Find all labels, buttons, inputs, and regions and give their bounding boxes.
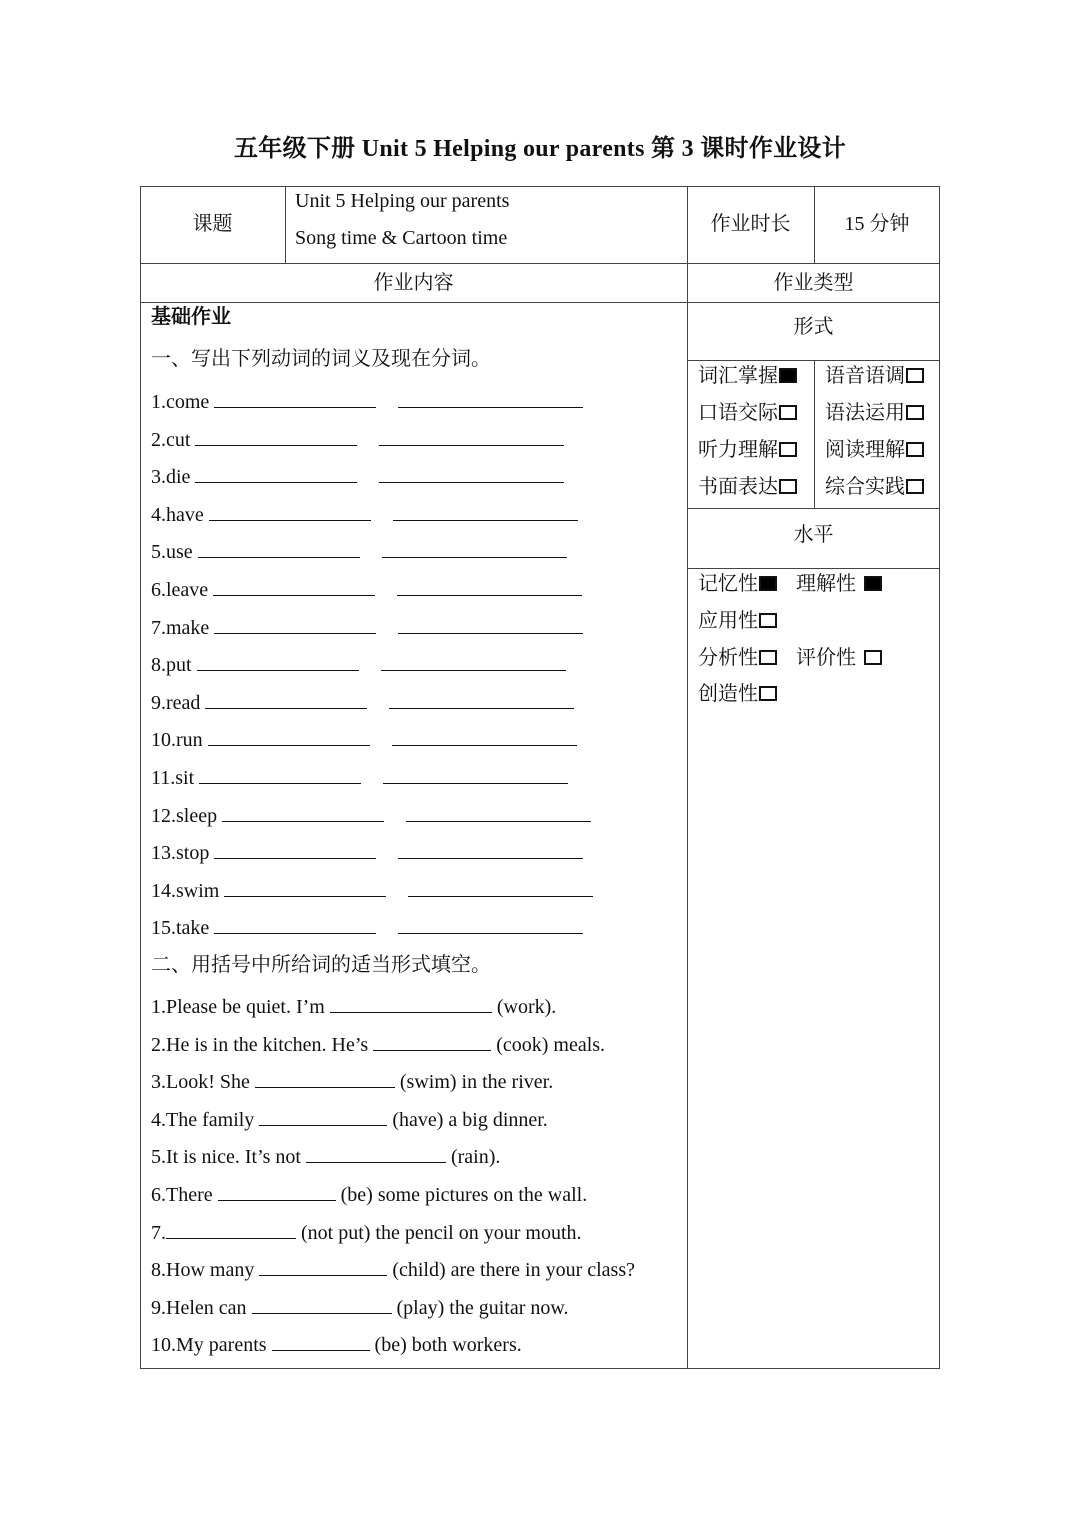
verb-word: 14.swim [151,879,220,902]
participle-blank[interactable] [383,765,568,784]
meaning-blank[interactable] [208,727,370,746]
topic-line-2: Song time & Cartoon time [295,227,508,249]
sentence-item [151,1257,635,1282]
verb-item [151,427,564,452]
sentence-after: (play) the guitar now. [391,1296,569,1319]
topic-line-1: Unit 5 Helping our parents [295,190,510,212]
participle-blank[interactable] [392,727,577,746]
level-option[interactable] [796,646,882,670]
verb-word: 9.read [151,691,201,714]
level-option[interactable] [698,609,777,633]
sentence-before: 2.He is in the kitchen. He’s [151,1033,374,1056]
meaning-blank[interactable] [195,464,357,483]
form-option-label: 阅读理解 [825,439,905,461]
verb-item [151,765,568,790]
participle-blank[interactable] [389,690,574,709]
content-label: 作业内容 [373,272,454,294]
checkbox-icon[interactable] [759,576,777,591]
sentence-item [151,994,556,1019]
meaning-blank[interactable] [195,427,357,446]
form-option-label: 词汇掌握 [698,365,778,387]
sentence-after: (rain). [445,1146,501,1169]
checkbox-icon[interactable] [779,479,797,494]
checkbox-icon[interactable] [906,479,924,494]
form-option-label: 语法运用 [825,402,905,424]
verb-word: 13.stop [151,842,210,865]
table-divider [814,360,815,508]
sentence-after: (swim) in the river. [394,1071,554,1094]
checkbox-icon[interactable] [779,405,797,420]
verb-word: 1.come [151,391,210,413]
participle-blank[interactable] [379,427,564,446]
meaning-blank[interactable] [224,878,386,897]
level-option[interactable] [698,572,777,596]
form-option-label: 综合实践 [825,476,905,498]
sentence-item [151,1107,548,1132]
type-label: 作业类型 [773,272,854,294]
verb-word: 8.put [151,654,192,677]
answer-blank[interactable] [218,1182,336,1201]
checkbox-icon[interactable] [779,368,797,383]
sentence-after: (work). [491,996,557,1018]
sentence-before: 1.Please be quiet. I’m [151,996,330,1018]
sentence-after: (not put) the pencil on your mouth. [296,1221,582,1244]
table-divider [140,302,940,303]
duration-label: 作业时长 [710,213,791,235]
checkbox-icon[interactable] [906,442,924,457]
answer-blank[interactable] [272,1332,370,1351]
verb-item [151,615,583,640]
sentence-before: 9.Helen can [151,1296,252,1319]
meaning-blank[interactable] [198,539,360,558]
level-option-label: 分析性 [698,647,758,669]
sentence-before: 10.My parents [151,1334,272,1357]
meaning-blank[interactable] [213,577,375,596]
form-option-label: 听力理解 [698,439,778,461]
checkbox-icon[interactable] [864,576,882,591]
verb-word: 2.cut [151,428,191,451]
form-option[interactable] [698,438,797,462]
sentence-item [151,1295,569,1320]
verb-item [151,389,583,414]
verb-word: 4.have [151,503,204,526]
answer-blank[interactable] [259,1107,387,1126]
participle-blank[interactable] [398,915,583,934]
verb-word: 11.sit [151,767,195,789]
sentence-after: (be) some pictures on the wall. [335,1184,588,1206]
meaning-blank[interactable] [214,389,376,408]
form-option[interactable] [825,438,924,462]
verb-item [151,803,591,828]
meaning-blank[interactable] [199,765,361,784]
level-option[interactable] [796,572,882,596]
verb-word: 10.run [151,729,203,752]
form-option[interactable] [698,475,797,499]
answer-blank[interactable] [259,1257,387,1276]
meaning-blank[interactable] [209,502,371,521]
verb-word: 12.sleep [151,804,218,827]
verb-item [151,840,583,865]
answer-blank[interactable] [255,1069,395,1088]
table-divider [687,186,688,1369]
verb-word: 3.die [151,466,191,489]
form-option[interactable] [825,364,924,388]
level-option-label: 记忆性 [698,573,758,595]
part2-instruction: 二、用括号中所给词的适当形式填空。 [151,954,491,976]
level-label: 水平 [793,524,834,546]
participle-blank[interactable] [398,615,583,634]
form-option-label: 口语交际 [698,402,778,424]
verb-item [151,464,564,489]
sentence-after: (cook) meals. [491,1033,606,1056]
sentence-item [151,1182,587,1207]
form-option-label: 语音语调 [825,365,905,387]
checkbox-icon[interactable] [906,368,924,383]
sentence-item [151,1220,582,1245]
verb-word: 5.use [151,541,193,564]
part1-instruction: 一、写出下列动词的词义及现在分词。 [151,348,491,370]
verb-word: 15.take [151,917,210,940]
sentence-before: 8.How many [151,1259,260,1282]
verb-item [151,727,577,752]
verb-item [151,690,574,715]
meaning-blank[interactable] [197,652,359,671]
verb-item [151,878,593,903]
checkbox-icon[interactable] [759,613,777,628]
sentence-before: 5.It is nice. It’s not [151,1146,306,1169]
page-title: 五年级下册 Unit 5 Helping our parents 第 3 课时作业设计 [233,136,847,162]
checkbox-icon[interactable] [779,442,797,457]
table-divider [687,568,940,569]
table-divider [285,186,286,263]
meaning-blank[interactable] [222,803,384,822]
checkbox-icon[interactable] [864,650,882,665]
level-option-label: 应用性 [698,610,758,632]
form-option[interactable] [698,364,797,388]
sentence-before: 7. [151,1221,166,1244]
sentence-item [151,1144,500,1169]
meaning-blank[interactable] [214,840,376,859]
topic-label: 课题 [192,213,233,235]
verb-item [151,502,578,527]
checkbox-icon[interactable] [759,686,777,701]
verb-word: 6.leave [151,579,209,601]
sentence-before: 3.Look! She [151,1071,255,1094]
participle-blank[interactable] [408,878,593,897]
participle-blank[interactable] [393,502,578,521]
participle-blank[interactable] [397,577,582,596]
meaning-blank[interactable] [214,915,376,934]
verb-item [151,915,583,940]
form-option[interactable] [825,401,924,425]
form-option[interactable] [825,475,924,499]
participle-blank[interactable] [382,539,567,558]
sentence-after: (child) are there in your class? [387,1259,635,1282]
answer-blank[interactable] [373,1032,491,1051]
verb-word: 7.make [151,616,210,639]
meaning-blank[interactable] [214,615,376,634]
sentence-after: (have) a big dinner. [387,1108,548,1131]
form-label: 形式 [793,316,834,338]
participle-blank[interactable] [379,464,564,483]
checkbox-icon[interactable] [906,405,924,420]
level-option[interactable] [698,646,777,670]
participle-blank[interactable] [398,840,583,859]
level-option-label: 创造性 [698,683,758,705]
table-divider [687,508,940,509]
verb-item [151,652,566,677]
answer-blank[interactable] [306,1144,446,1163]
participle-blank[interactable] [381,652,566,671]
verb-item [151,577,582,602]
form-option[interactable] [698,401,797,425]
level-option[interactable] [698,682,777,706]
level-option-label: 评价性 [796,647,856,669]
sentence-item [151,1069,553,1094]
section-title: 基础作业 [151,306,231,328]
duration-value: 15 分钟 [844,213,910,235]
answer-blank[interactable] [166,1220,296,1239]
form-option-label: 书面表达 [698,476,778,498]
sentence-item [151,1032,605,1057]
participle-blank[interactable] [398,389,583,408]
checkbox-icon[interactable] [759,650,777,665]
answer-blank[interactable] [330,994,492,1013]
participle-blank[interactable] [406,803,591,822]
sentence-item [151,1332,522,1357]
sentence-before: 4.The family [151,1108,260,1131]
sentence-after: (be) both workers. [369,1334,522,1357]
meaning-blank[interactable] [205,690,367,709]
table-divider [140,263,940,264]
level-option-label: 理解性 [796,573,856,595]
sentence-before: 6.There [151,1184,218,1206]
verb-item [151,539,567,564]
answer-blank[interactable] [252,1295,392,1314]
